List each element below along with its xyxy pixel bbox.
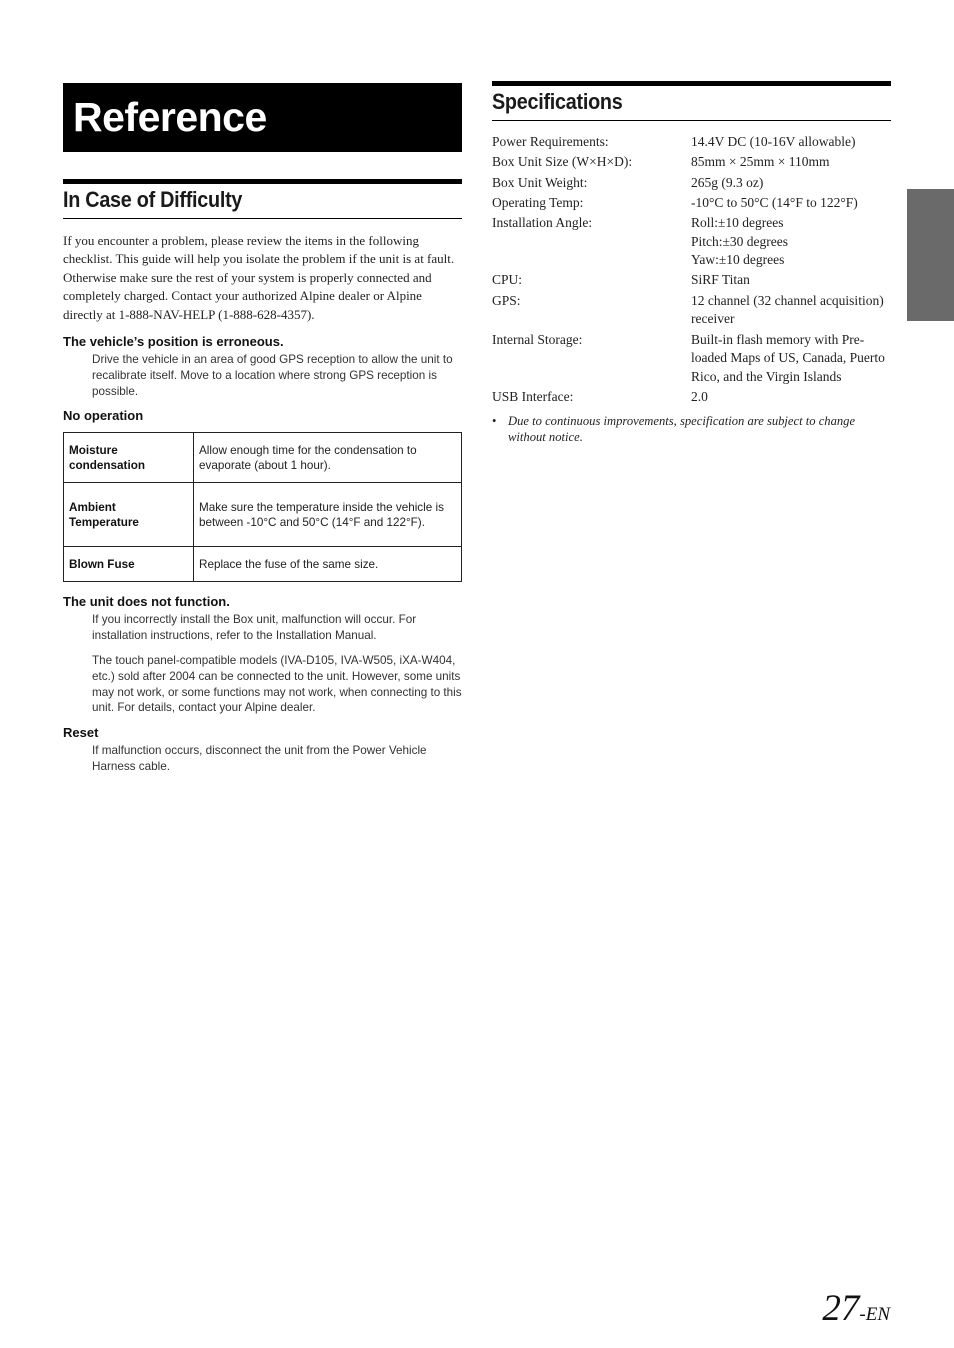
table-row: [64, 433, 462, 483]
page-number-value: 27: [822, 1288, 860, 1329]
spec-value: 14.4V DC (10-16V allowable): [691, 134, 856, 149]
spec-label: USB Interface:: [492, 388, 574, 404]
spec-label: Installation Angle:: [492, 215, 593, 231]
table-cell-cause: Ambient Temperature: [64, 483, 194, 547]
page-number: [822, 1287, 890, 1330]
reference-banner: [63, 83, 462, 152]
unit-text-1: If you incorrectly install the Box unit, malfunction will occur. For installation instructions, refer to the Installation Manual.: [92, 613, 417, 643]
spec-label: CPU:: [492, 272, 523, 288]
bullet-icon: •: [492, 414, 497, 429]
table-cell-remedy: Replace the fuse of the same size.: [194, 547, 462, 582]
no-operation-table: [63, 432, 462, 582]
spec-value: 85mm × 25mm × 110mm: [691, 154, 830, 170]
reference-title: Reference: [73, 94, 267, 140]
spec-row: [492, 271, 891, 290]
table-cell-remedy: Allow enough time for the condensation to evaporate (about 1 hour).: [194, 433, 462, 483]
left-column: [63, 83, 462, 775]
spec-row: [492, 292, 891, 329]
spec-value-line: Roll:±10 degrees: [691, 215, 784, 231]
table-cell-remedy: Make sure the temperature inside the vehicle is between -10°C and 50°C (14°F and 122°F).: [194, 483, 462, 547]
spec-row: [492, 174, 891, 193]
difficulty-section-title: In Case of Difficulty: [63, 179, 462, 219]
table-row: [64, 483, 462, 547]
table-cell-cause: Moisture condensation: [64, 433, 194, 483]
spec-row: [492, 133, 891, 152]
spec-row: [492, 331, 891, 387]
spec-value-line: Pitch:±30 degrees: [691, 233, 789, 249]
spec-value: [691, 214, 891, 270]
spec-value: -10°C to 50°C (14°F to 122°F): [691, 194, 858, 210]
spec-value: 265g (9.3 oz): [691, 174, 764, 190]
spec-value: 12 channel (32 channel acquisition) receiver: [691, 292, 884, 327]
specifications-list: [492, 133, 891, 406]
position-text: Drive the vehicle in an area of good GPS reception to allow the unit to recalibrate itself. Move to a location where strong GPS reception is possible.: [92, 353, 453, 398]
chapter-side-tab: [907, 189, 954, 321]
right-column: [492, 81, 891, 445]
reset-text: If malfunction occurs, disconnect the unit from the Power Vehicle Harness cable.: [92, 744, 427, 773]
spec-label: GPS:: [492, 292, 521, 308]
spec-value: Built-in flash memory with Pre-loaded Maps of US, Canada, Puerto Rico, and the Virgin Islands: [691, 331, 885, 384]
table-row: [64, 547, 462, 582]
note-text: Due to continuous improvements, specification are subject to change without notice.: [508, 414, 856, 445]
spec-row: [492, 153, 891, 172]
unit-heading: The unit does not function.: [63, 594, 230, 610]
specifications-section-title: Specifications: [492, 81, 891, 121]
intro-paragraph: If you encounter a problem, please review the items in the following checklist. This guide will help you isolate the problem if the unit is at fault. Otherwise make sure the rest of your system is properly connected and completely charged. Contact your authorized Alpine dealer or Alpine directly at 1-888-NAV-HELP (1-888-628-4357).: [63, 233, 455, 322]
table-cell-cause: Blown Fuse: [64, 547, 194, 582]
reset-heading: Reset: [63, 725, 99, 741]
spec-label: Operating Temp:: [492, 194, 584, 210]
spec-row: [492, 214, 891, 270]
spec-row: [492, 194, 891, 213]
spec-value: 2.0: [691, 388, 708, 404]
spec-value-line: Yaw:±10 degrees: [691, 252, 785, 268]
spec-value: SiRF Titan: [691, 272, 750, 288]
spec-label: Internal Storage:: [492, 331, 583, 347]
page-number-suffix: -EN: [859, 1304, 890, 1325]
spec-row: [492, 388, 891, 407]
no-operation-heading: No operation: [63, 408, 144, 424]
unit-text-2: The touch panel-compatible models (IVA-D105, IVA-W505, iXA-W404, etc.) sold after 2004 can be connected to the unit. However, some units may not work, or some functions may not work, when connecting to this unit. For details, contact your Alpine dealer.: [92, 654, 462, 715]
specifications-note: [492, 413, 891, 445]
spec-label: Power Requirements:: [492, 134, 609, 149]
spec-label: Box Unit Size (W×H×D):: [492, 154, 633, 170]
spec-label: Box Unit Weight:: [492, 174, 588, 190]
position-heading: The vehicle’s position is erroneous.: [63, 334, 284, 350]
